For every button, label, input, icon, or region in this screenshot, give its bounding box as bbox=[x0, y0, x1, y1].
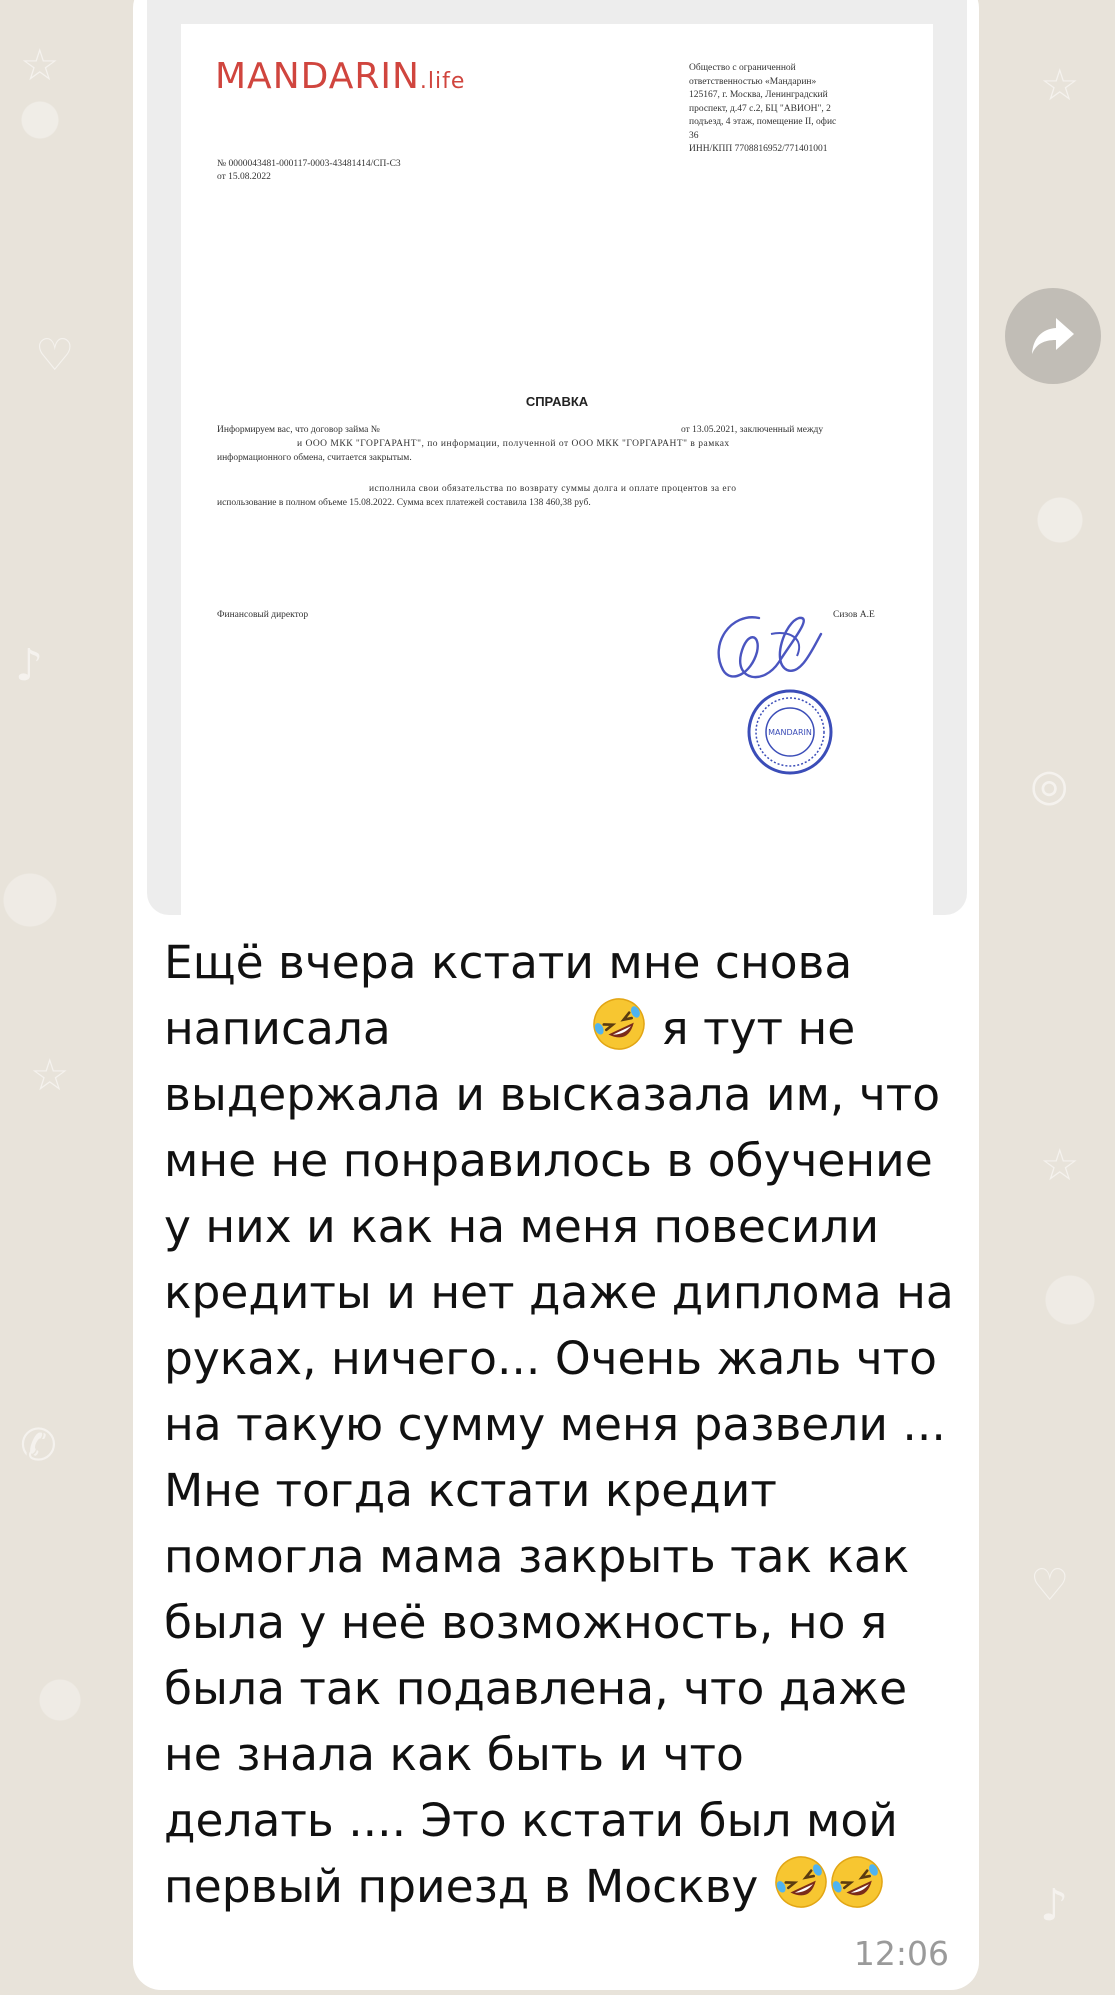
document-body-line: Информируем вас, что договор займа № bbox=[217, 425, 380, 435]
signer-role: Финансовый директор bbox=[217, 610, 309, 620]
wallpaper-star-icon: ☆ bbox=[1040, 60, 1080, 111]
wallpaper-phone-icon: ✆ bbox=[20, 1420, 57, 1471]
message-line: мне не понравилось в обучение bbox=[164, 1134, 933, 1187]
message-fragment: написала bbox=[164, 1002, 391, 1055]
forward-arrow-icon bbox=[1030, 316, 1076, 356]
message-line: была у неё возможность, но я bbox=[164, 1596, 888, 1649]
document-title: СПРАВКА bbox=[525, 394, 589, 409]
document-body-line: от 13.05.2021, заключенный между bbox=[681, 425, 824, 435]
wallpaper-heart-icon: ♡ bbox=[35, 330, 75, 381]
message-text bbox=[164, 930, 954, 1920]
wallpaper-camera-icon: ◎ bbox=[1030, 760, 1069, 811]
rolling-laughing-emoji-icon bbox=[591, 996, 647, 1052]
message-line: кредиты и нет даже диплома на bbox=[164, 1266, 954, 1319]
message-line: Мне тогда кстати кредит bbox=[164, 1464, 777, 1517]
message-line: на такую сумму меня развели ... bbox=[164, 1398, 946, 1451]
wallpaper-note-icon: ♪ bbox=[15, 640, 44, 691]
wallpaper-star-icon: ☆ bbox=[30, 1050, 70, 1101]
message-line: у них и как на меня повесили bbox=[164, 1200, 880, 1253]
message-line: руках, ничего... Очень жаль что bbox=[164, 1332, 937, 1385]
document-reference: № 0000043481-000117-0003-43481414/СП-С3 от 15.08.2022 bbox=[217, 159, 401, 182]
company-info: Общество с ограниченной ответственностью «Мандарин» 125167, г. Москва, Ленинградский проспект, д.47 с.2, БЦ "АВИОН", 2 подъезд, 4 этаж, помещение II, офис 36 ИНН/КПП 7708816952/771401001 bbox=[689, 63, 837, 154]
attached-image[interactable] bbox=[147, 0, 967, 915]
message-line: Ещё вчера кстати мне снова bbox=[164, 936, 853, 989]
message-line: не знала как быть и что bbox=[164, 1728, 744, 1781]
message-line: была так подавлена, что даже bbox=[164, 1662, 908, 1715]
wallpaper-star-icon: ☆ bbox=[1040, 1140, 1080, 1191]
wallpaper-star-icon: ☆ bbox=[20, 40, 60, 91]
message-time: 12:06 bbox=[853, 1934, 949, 1973]
document-body-line: исполнила свои обязательства по возврату суммы долга и оплате процентов за его bbox=[369, 484, 737, 494]
wallpaper-note-icon: ♪ bbox=[1040, 1880, 1069, 1931]
rolling-laughing-emoji-icon bbox=[829, 1854, 885, 1910]
message-line bbox=[164, 996, 954, 1062]
document-page bbox=[181, 24, 933, 915]
message-line bbox=[164, 1854, 954, 1920]
stamp-icon bbox=[746, 688, 834, 776]
message-line: помогла мама закрыть так как bbox=[164, 1530, 910, 1583]
company-logo: MANDARIN.life bbox=[215, 56, 466, 97]
wallpaper-heart-icon: ♡ bbox=[1030, 1560, 1070, 1611]
document-body-line: использование в полном объеме 15.08.2022. Сумма всех платежей составила 138 460,38 руб. bbox=[217, 498, 591, 508]
message-fragment: первый приезд в Москву bbox=[164, 1860, 759, 1913]
document-body-line: информационного обмена, считается закрытым. bbox=[217, 453, 412, 463]
message-fragment: я тут не bbox=[661, 1002, 856, 1055]
message-line: выдержала и высказала им, что bbox=[164, 1068, 941, 1121]
svg-text:MANDARIN: MANDARIN bbox=[768, 728, 812, 737]
signer-name: Сизов А.Е bbox=[833, 610, 875, 620]
forward-button[interactable] bbox=[1005, 288, 1101, 384]
document-body-line: и ООО МКК "ГОРГАРАНТ", по информации, полученной от ООО МКК "ГОРГАРАНТ" в рамках bbox=[297, 439, 730, 449]
message-line: делать .... Это кстати был мой bbox=[164, 1794, 898, 1847]
rolling-laughing-emoji-icon bbox=[773, 1854, 829, 1910]
